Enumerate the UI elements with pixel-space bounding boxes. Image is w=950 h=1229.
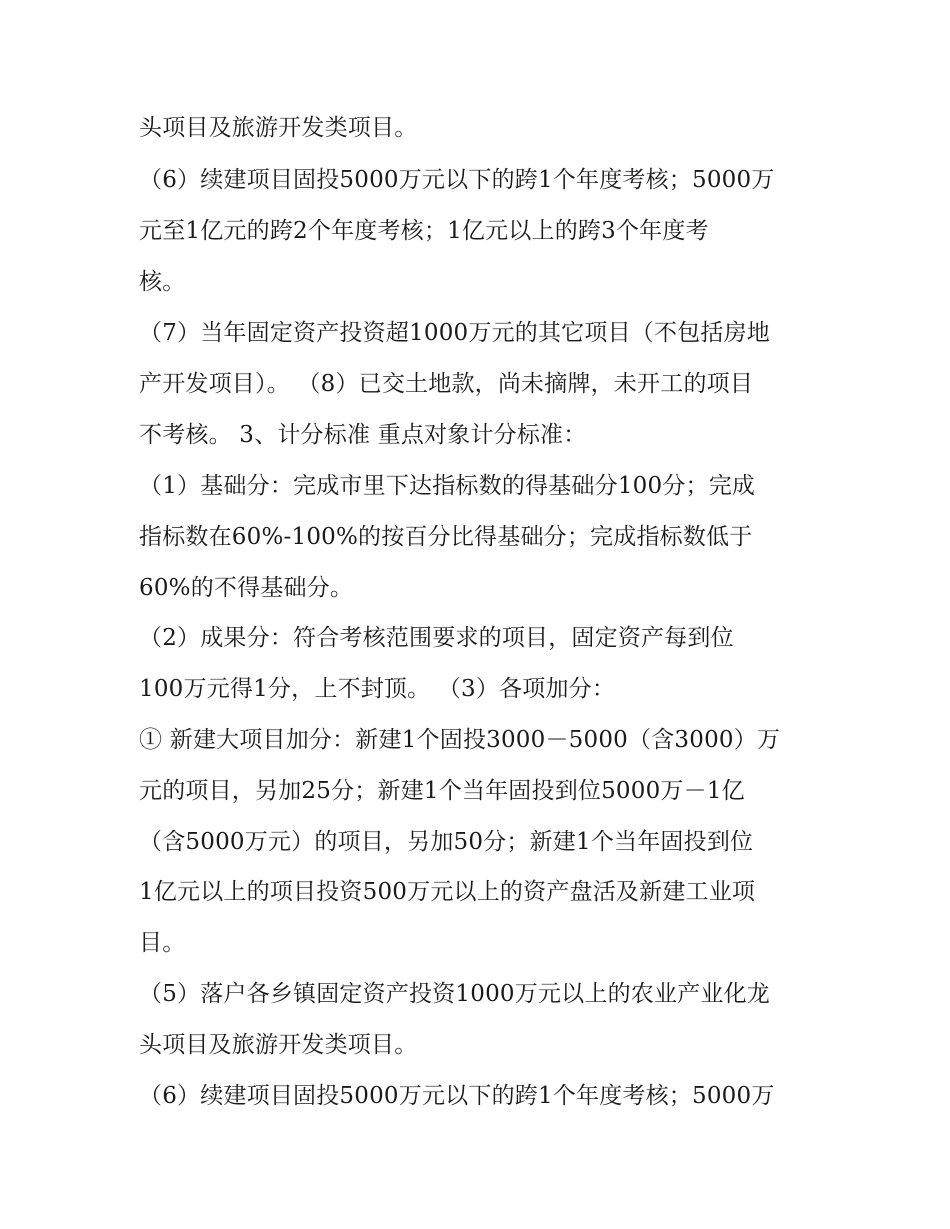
text-line: （5）落户各乡镇固定资产投资1000万元以上的农业产业化龙 — [139, 981, 770, 1007]
text-line: 目。 — [139, 930, 186, 956]
text-line: 元至1亿元的跨2个年度考核；1亿元以上的跨3个年度考 — [139, 218, 709, 244]
text-line: ① 新建大项目加分：新建1个固投3000－5000（含3000）万 — [139, 727, 781, 753]
text-line: （7）当年固定资产投资超1000万元的其它项目（不包括房地 — [139, 320, 770, 346]
text-line: 指标数在60%-100%的按百分比得基础分；完成指标数低于 — [139, 524, 753, 550]
text-line: （1）基础分：完成市里下达指标数的得基础分100分；完成 — [139, 473, 756, 499]
text-line: 头项目及旅游开发类项目。 — [139, 1032, 418, 1058]
text-line: （含5000万元）的项目，另加50分；新建1个当年固投到位 — [139, 829, 754, 855]
text-line: 元的项目，另加25分；新建1个当年固投到位5000万－1亿 — [139, 778, 745, 804]
text-line: （6）续建项目固投5000万元以下的跨1个年度考核；5000万 — [139, 167, 775, 193]
text-line: （2）成果分：符合考核范围要求的项目，固定资产每到位 — [139, 625, 734, 651]
text-line: 100万元得1分，上不封顶。 （3）各项加分： — [139, 676, 616, 702]
text-line: 1亿元以上的项目投资500万元以上的资产盘活及新建工业项 — [139, 879, 756, 905]
text-line: 核。 — [139, 269, 186, 295]
text-line: 头项目及旅游开发类项目。 — [139, 115, 418, 141]
text-line: 产开发项目）。 （8）已交土地款，尚未摘牌，未开工的项目 — [139, 371, 754, 397]
text-line: 60%的不得基础分。 — [139, 575, 354, 601]
text-line: （6）续建项目固投5000万元以下的跨1个年度考核；5000万 — [139, 1083, 775, 1109]
text-line: 不考核。 3、计分标准 重点对象计分标准： — [139, 422, 587, 448]
